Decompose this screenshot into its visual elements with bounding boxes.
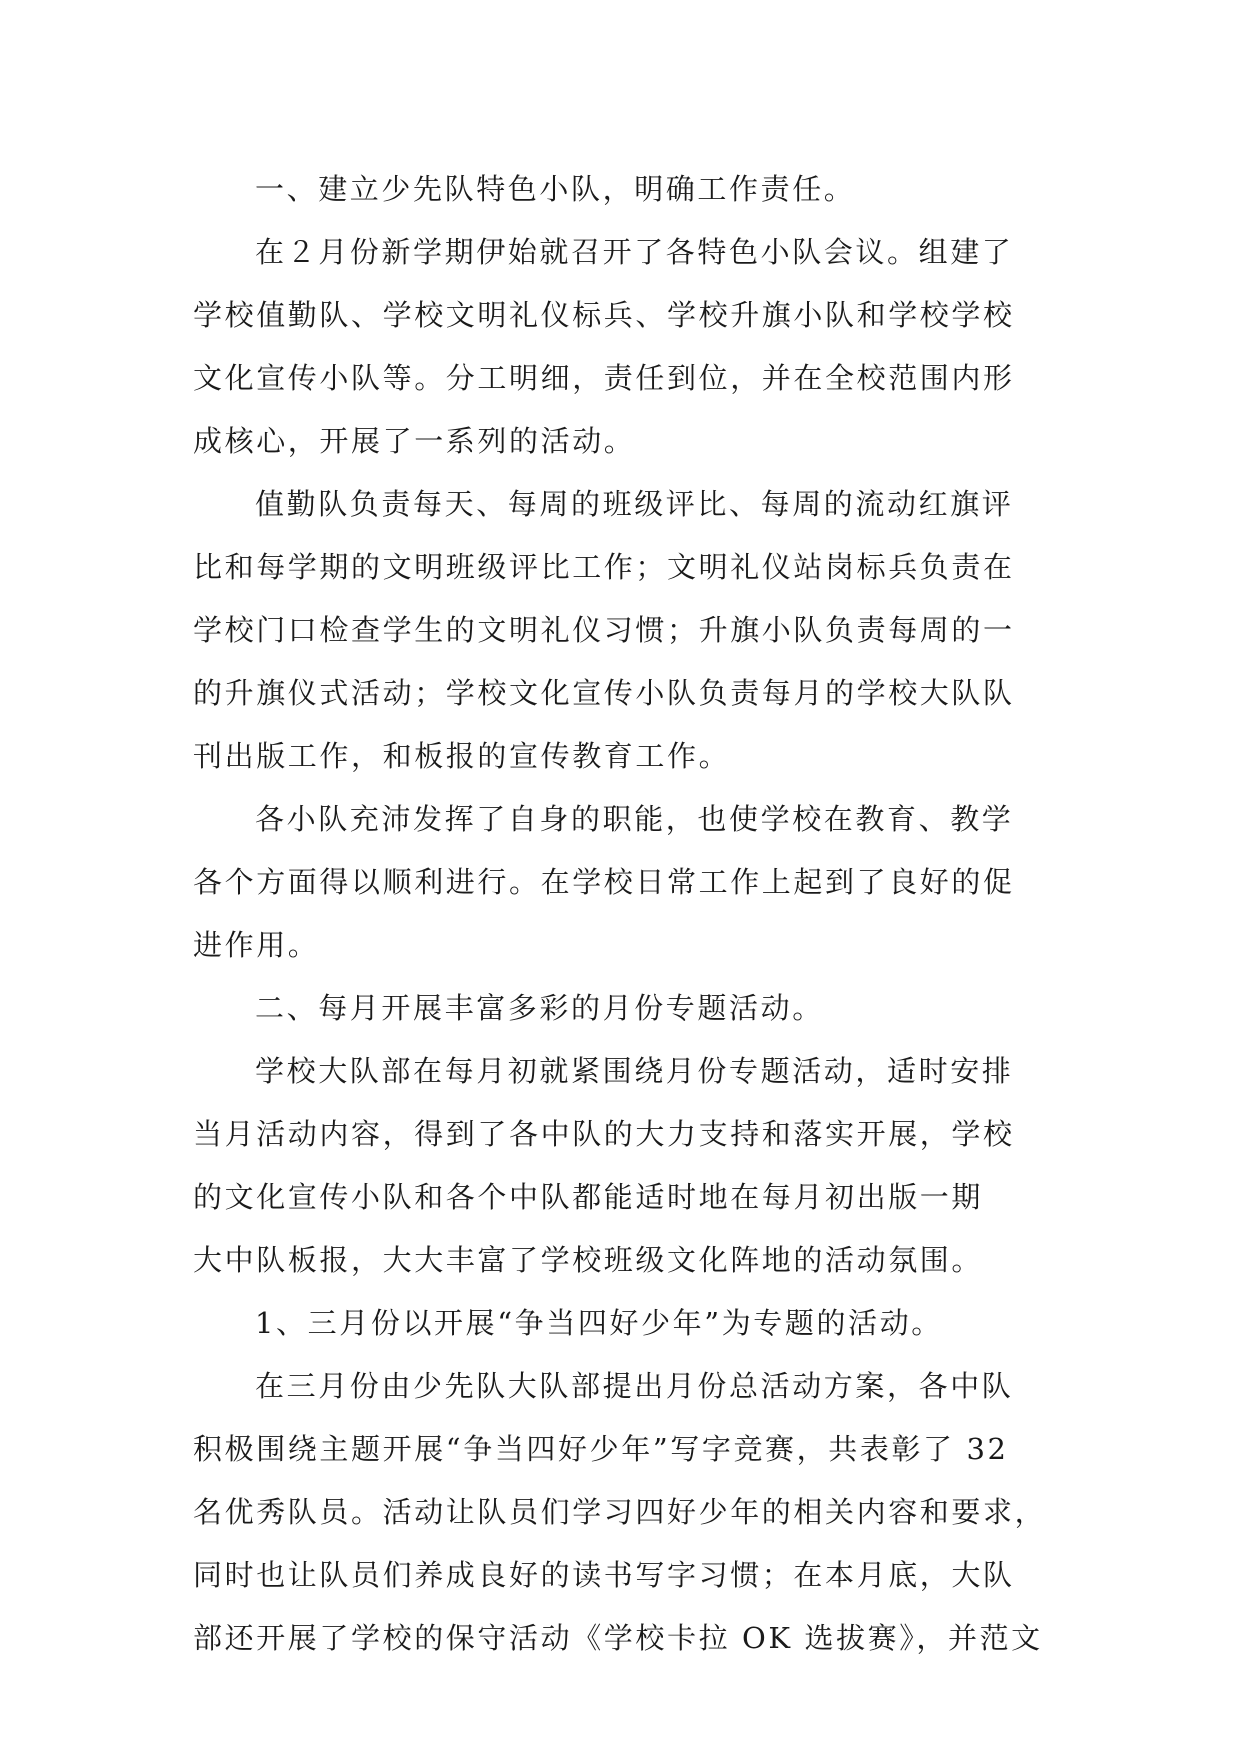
subsection-heading-1: 1、三月份以开展“争当四好少年”为专题的活动。 [255, 1306, 943, 1340]
paragraph-line: 部还开展了学校的保守活动《学校卡拉 OK 选拔赛》，并范文 [193, 1621, 1043, 1655]
paragraph-line: 在２月份新学期伊始就召开了各特色小队会议。组建了 [255, 235, 1014, 269]
paragraph-line: 学校值勤队、学校文明礼仪标兵、学校升旗小队和学校学校 [193, 298, 1015, 332]
paragraph-line: 学校门口检查学生的文明礼仪习惯；升旗小队负责每周的一 [193, 613, 1015, 647]
paragraph-line: 进作用。 [193, 928, 320, 962]
paragraph-line: 的文化宣传小队和各个中队都能适时地在每月初出版一期 [193, 1180, 984, 1214]
section-heading-1: 一、建立少先队特色小队，明确工作责任。 [255, 172, 856, 206]
paragraph-line: 成核心，开展了一系列的活动。 [193, 424, 636, 458]
paragraph-line: 在三月份由少先队大队部提出月份总活动方案，各中队 [255, 1369, 1014, 1403]
section-heading-2: 二、每月开展丰富多彩的月份专题活动。 [255, 991, 824, 1025]
paragraph-line: 文化宣传小队等。分工明细，责任到位，并在全校范围内形 [193, 361, 1015, 395]
paragraph-line: 刊出版工作，和板报的宣传教育工作。 [193, 739, 731, 773]
paragraph-line: 各小队充沛发挥了自身的职能，也使学校在教育、教学 [255, 802, 1014, 836]
paragraph-line: 积极围绕主题开展“争当四好少年”写字竞赛，共表彰了 32 [193, 1432, 1009, 1466]
paragraph-line: 的升旗仪式活动；学校文化宣传小队负责每月的学校大队队 [193, 676, 1015, 710]
paragraph-line: 同时也让队员们养成良好的读书写字习惯；在本月底，大队 [193, 1558, 1015, 1592]
paragraph-line: 学校大队部在每月初就紧围绕月份专题活动，适时安排 [255, 1054, 1014, 1088]
paragraph-line: 大中队板报，大大丰富了学校班级文化阵地的活动氛围。 [193, 1243, 984, 1277]
paragraph-line: 名优秀队员。活动让队员们学习四好少年的相关内容和要求， [193, 1495, 1047, 1529]
paragraph-line: 比和每学期的文明班级评比工作；文明礼仪站岗标兵负责在 [193, 550, 1015, 584]
paragraph-line: 当月活动内容，得到了各中队的大力支持和落实开展，学校 [193, 1117, 1015, 1151]
document-body [193, 158, 1053, 1670]
paragraph-line: 值勤队负责每天、每周的班级评比、每周的流动红旗评 [255, 487, 1014, 521]
paragraph-line: 各个方面得以顺利进行。在学校日常工作上起到了良好的促 [193, 865, 1015, 899]
